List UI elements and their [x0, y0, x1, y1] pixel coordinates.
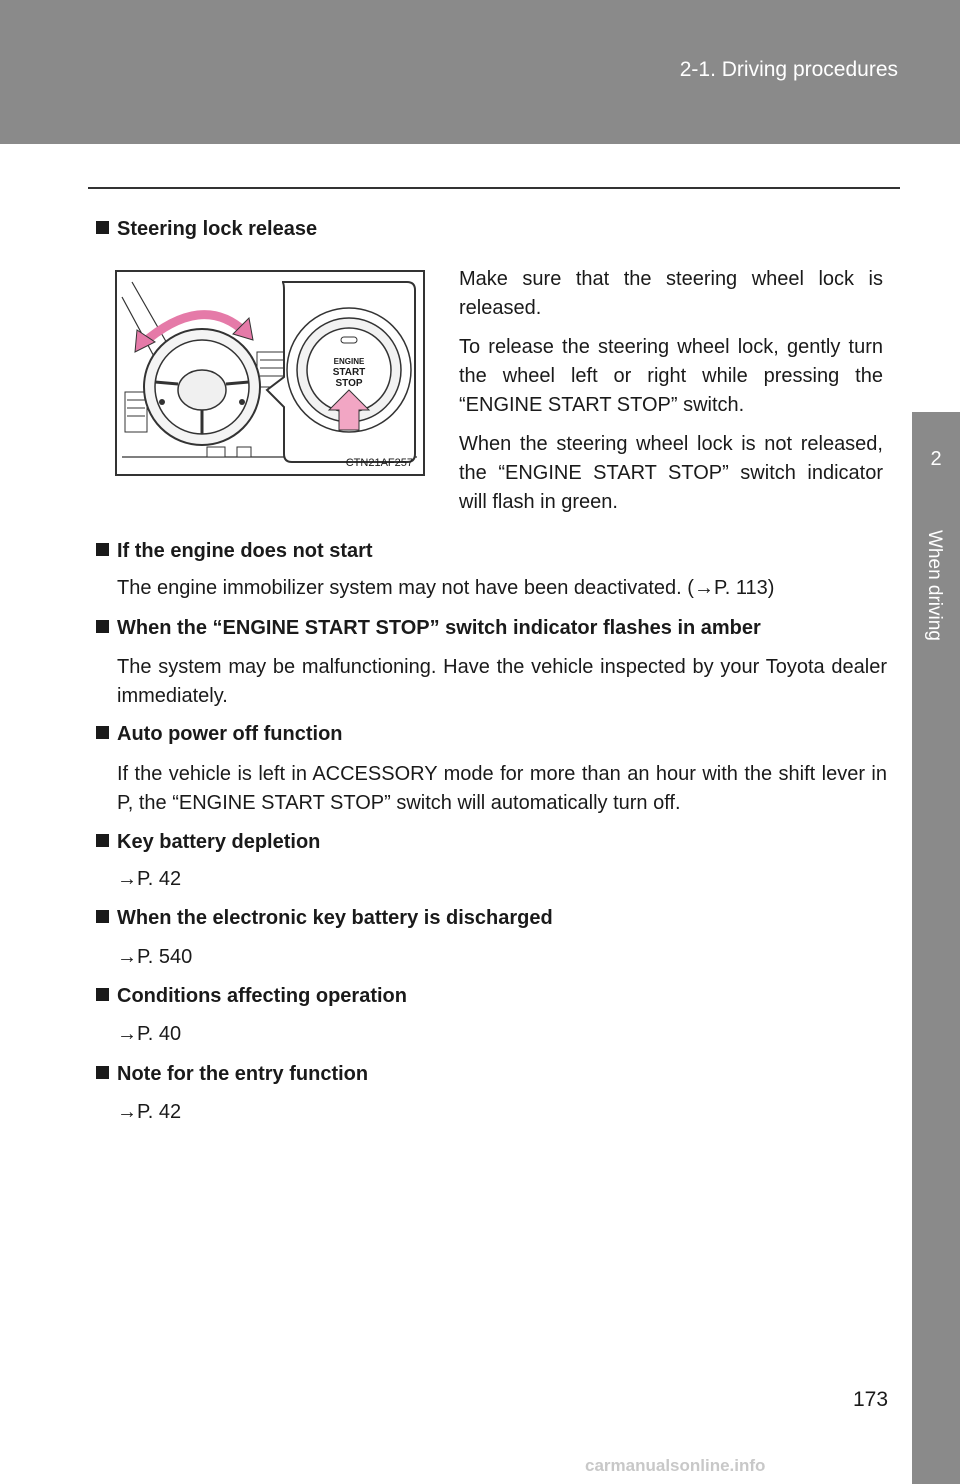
- section-heading: [96, 723, 343, 746]
- heading-text: When the electronic key battery is discharged: [117, 907, 553, 929]
- section-body: If the vehicle is left in ACCESSORY mode for more than an hour with the shift lever in P, the “ENGINE START STOP” switch will automatically turn off.: [117, 763, 887, 814]
- button-label: [324, 356, 374, 389]
- bullet-square-icon: [96, 910, 109, 923]
- figure-code: CTN21AF257: [345, 457, 413, 469]
- paragraph: To release the steering wheel lock, gently turn the wheel left or right while pressing the “ENGINE START STOP” switch.: [459, 336, 883, 416]
- section-heading: [96, 907, 553, 930]
- page-reference[interactable]: →P. 42: [117, 868, 182, 890]
- header-rule: [88, 187, 900, 189]
- bullet-square-icon: [96, 834, 109, 847]
- heading-text: When the “ENGINE START STOP” switch indicator flashes in amber: [117, 617, 761, 639]
- section-heading: [96, 831, 320, 854]
- page-header: [0, 0, 960, 144]
- side-tab-label: When driving: [924, 530, 945, 641]
- button-label-line: START: [332, 367, 366, 378]
- section-heading: [96, 1063, 368, 1086]
- section-body: The system may be malfunctioning. Have the vehicle inspected by your Toyota dealer immediately.: [117, 656, 887, 707]
- dashboard-drawing: [117, 272, 423, 474]
- heading-text: If the engine does not start: [117, 540, 373, 562]
- paragraph: When the steering wheel lock is not released, the “ENGINE START STOP” switch indicator will flash in green.: [459, 433, 883, 513]
- page-number: 173: [853, 1388, 889, 1411]
- section-heading: [96, 985, 407, 1008]
- heading-text: Conditions affecting operation: [117, 985, 407, 1007]
- bullet-square-icon: [96, 1066, 109, 1079]
- heading-text: Steering lock release: [117, 218, 318, 240]
- heading-text: Key battery depletion: [117, 831, 321, 853]
- side-tab-label-box: [912, 517, 960, 1484]
- heading-text: Note for the entry function: [117, 1063, 369, 1085]
- bullet-square-icon: [96, 543, 109, 556]
- side-tab-number: 2: [930, 448, 942, 470]
- button-label-line: ENGINE: [333, 357, 365, 366]
- bullet-square-icon: [96, 726, 109, 739]
- button-label-line: STOP: [335, 378, 363, 389]
- bullet-square-icon: [96, 620, 109, 633]
- paragraph: Make sure that the steering wheel lock is released.: [459, 268, 883, 319]
- bullet-square-icon: [96, 221, 109, 234]
- heading-text: Auto power off function: [117, 723, 343, 745]
- bullet-square-icon: [96, 988, 109, 1001]
- steering-wheel-illustration: [115, 270, 425, 476]
- section-heading: [96, 218, 317, 241]
- header-title: 2-1. Driving procedures: [679, 58, 898, 81]
- watermark: carmanualsonline.info: [585, 1456, 766, 1475]
- section-heading: [96, 617, 761, 640]
- section-body: The engine immobilizer system may not have been deactivated. (→P. 113): [117, 577, 775, 599]
- section-heading: [96, 540, 373, 563]
- page-reference[interactable]: →P. 42: [117, 1101, 182, 1123]
- page-reference[interactable]: →P. 40: [117, 1023, 182, 1045]
- page-reference[interactable]: →P. 540: [117, 946, 193, 968]
